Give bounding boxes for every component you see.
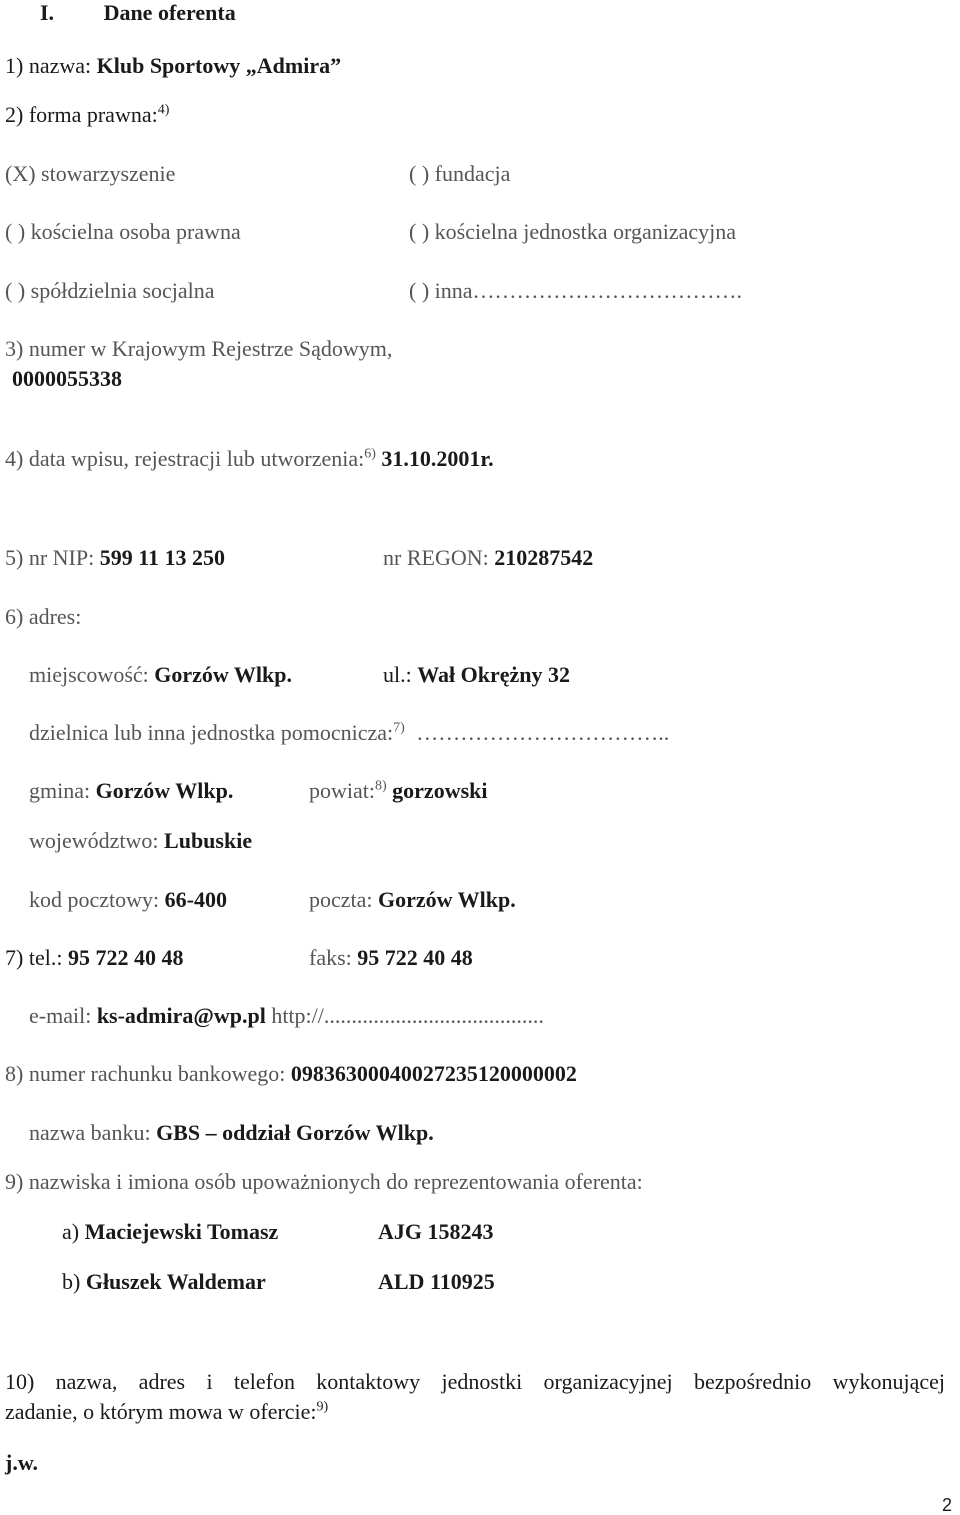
- county-value: gorzowski: [392, 778, 488, 803]
- option-koscielna-jednostka: ( ) kościelna jednostka organizacyjna: [409, 219, 737, 244]
- post-office-label: poczta:: [309, 887, 373, 912]
- bank-account-value: 09836300040027235120000002: [290, 1061, 577, 1086]
- city-value: Gorzów Wlkp.: [154, 662, 292, 687]
- option-koscielna-osoba: ( ) kościelna osoba prawna: [5, 219, 241, 244]
- http-value: http://........................................: [271, 1003, 544, 1028]
- bank-name-row: [29, 1120, 434, 1146]
- county-footnote: 8): [375, 778, 387, 794]
- nip-row: [5, 545, 225, 571]
- unit-label-line2-row: [5, 1399, 328, 1425]
- email-value: ks-admira@wp.pl: [96, 1003, 266, 1028]
- legal-form-label: 2) forma prawna:: [5, 102, 158, 127]
- voivodeship-row: [29, 828, 252, 854]
- address-label: 6) adres:: [5, 604, 82, 629]
- regon-value: 210287542: [494, 545, 594, 570]
- city-row: [29, 662, 292, 688]
- page-number: 2: [941, 1495, 952, 1515]
- option-stowarzyszenie: (X) stowarzyszenie: [5, 161, 176, 186]
- registration-footnote: 6): [364, 446, 376, 462]
- section-number: I.: [40, 0, 55, 25]
- krs-value: 0000055338: [12, 366, 122, 391]
- street-value: Wał Okrężny 32: [417, 662, 571, 687]
- unit-label-line2: zadanie, o którym mowa w ofercie:: [5, 1399, 317, 1424]
- district-footnote: 7): [393, 720, 405, 736]
- name-label: 1) nazwa:: [5, 53, 92, 78]
- unit-footnote: 9): [316, 1399, 329, 1415]
- registration-row: [5, 446, 494, 472]
- commune-row: [29, 778, 233, 804]
- representative-item: [62, 1269, 266, 1295]
- voivodeship-value: Lubuskie: [164, 828, 253, 853]
- section-header: [40, 0, 236, 26]
- section-title: Dane oferenta: [103, 0, 236, 25]
- bank-name-label: nazwa banku:: [29, 1120, 151, 1145]
- district-value: ……………………………..: [416, 720, 670, 745]
- email-row: [29, 1003, 544, 1029]
- tel-row: [5, 945, 183, 971]
- post-office-value: Gorzów Wlkp.: [378, 887, 516, 912]
- email-label: e-mail:: [29, 1003, 92, 1028]
- legal-form-footnote: 4): [157, 102, 170, 118]
- post-office-row: [309, 887, 516, 913]
- representative-name: Maciejewski Tomasz: [84, 1219, 279, 1244]
- representative-item: [62, 1219, 278, 1245]
- district-label: dzielnica lub inna jednostka pomocnicza:: [29, 720, 394, 745]
- county-label: powiat:: [309, 778, 375, 803]
- option-inna: ( ) inna……………………………….: [409, 278, 743, 303]
- fax-row: [309, 945, 473, 971]
- street-label: ul.:: [383, 662, 412, 687]
- tel-value: 95 722 40 48: [67, 945, 184, 970]
- regon-row: [383, 545, 593, 571]
- county-row: [309, 778, 488, 804]
- postal-label: kod pocztowy:: [29, 887, 160, 912]
- postal-value: 66-400: [164, 887, 227, 912]
- legal-form-row: [5, 102, 169, 128]
- fax-value: 95 722 40 48: [357, 945, 473, 970]
- bank-name-value: GBS – oddział Gorzów Wlkp.: [156, 1120, 434, 1145]
- representative-letter: a): [62, 1219, 80, 1244]
- unit-label-line1: 10) nazwa, adres i telefon kontaktowy jednostki organizacyjnej bezpośrednio wykonującej: [5, 1369, 945, 1394]
- krs-label: 3) numer w Krajowym Rejestrze Sądowym,: [5, 336, 393, 361]
- registration-label: 4) data wpisu, rejestracji lub utworzenia:: [5, 446, 365, 471]
- nip-value: 599 11 13 250: [99, 545, 226, 570]
- representative-letter: b): [62, 1269, 81, 1294]
- registration-value: 31.10.2001r.: [381, 446, 494, 471]
- city-label: miejscowość:: [29, 662, 149, 687]
- option-spoldzielnia: ( ) spółdzielnia socjalna: [5, 278, 215, 303]
- representative-id: ALD 110925: [378, 1269, 495, 1294]
- fax-label: faks:: [309, 945, 352, 970]
- commune-label: gmina:: [29, 778, 91, 803]
- nip-label: 5) nr NIP:: [5, 545, 95, 570]
- name-value: Klub Sportowy „Admira”: [96, 53, 342, 78]
- district-row: [29, 720, 669, 746]
- tel-label: 7) tel.:: [5, 945, 63, 970]
- unit-value: j.w.: [5, 1450, 38, 1475]
- bank-account-row: [5, 1061, 577, 1087]
- representative-id: AJG 158243: [378, 1219, 494, 1244]
- name-row: [5, 53, 341, 79]
- postal-row: [29, 887, 227, 913]
- representatives-label: 9) nazwiska i imiona osób upoważnionych do reprezentowania oferenta:: [5, 1169, 643, 1194]
- bank-account-label: 8) numer rachunku bankowego:: [5, 1061, 286, 1086]
- voivodeship-label: województwo:: [29, 828, 159, 853]
- option-fundacja: ( ) fundacja: [409, 161, 511, 186]
- commune-value: Gorzów Wlkp.: [95, 778, 234, 803]
- representative-name: Głuszek Waldemar: [85, 1269, 266, 1294]
- street-row: [383, 662, 570, 688]
- regon-label: nr REGON:: [383, 545, 489, 570]
